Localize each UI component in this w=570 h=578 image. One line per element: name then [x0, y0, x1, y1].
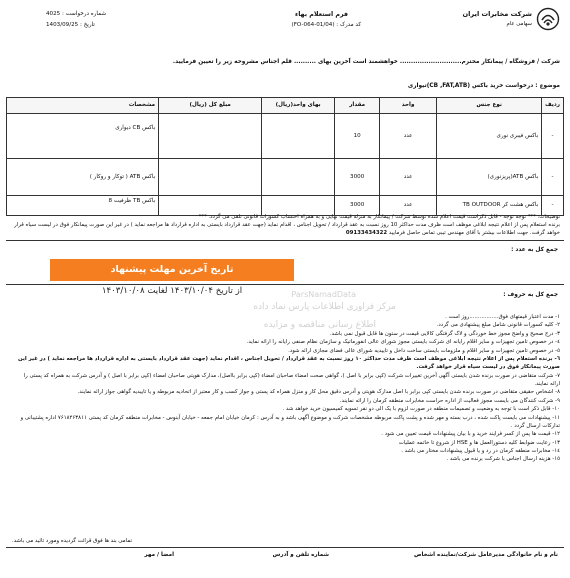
company-logo-icon — [536, 7, 560, 31]
item-quantity: 10 — [335, 114, 380, 159]
notes-text-2 — [12, 222, 560, 238]
condition-item: ١٠- قابل ذکر است با توجه به وضعیت و تصمیمات منطقه در صورت لزوم با یک الی دو نفر تسویه کمیسیون خرید خواهد شد . — [282, 406, 560, 413]
item-spec — [7, 114, 159, 159]
unit-price-cell[interactable] — [262, 114, 335, 159]
contact-phone: 09133434322 — [345, 229, 388, 236]
table-header-row — [7, 98, 564, 114]
col-header-row: ردیف — [542, 98, 564, 114]
deadline-dates: از تاریخ ۱۴۰۳/۱۰/۰۴ لغایت ۱۴۰۳/۱۰/۰۸ — [101, 286, 243, 296]
condition-item: ٦- برنده استعلام پس از اعلام نتیجه ابلاغی موظف است ظرف مدت حداکثر ١٠ روز نسبت به عقد قرارداد / تحویل اجناس ، اقدام نماید (جهت عقد قرارداد بایستی به اداره قرارداد ها مراجعه نماید ) در غیر این صورت پیمانکار فوق در لیست سیاه قرار خواهد گرفت. — [18, 355, 560, 371]
item-quantity: 3000 — [335, 196, 380, 216]
signature-footer — [6, 547, 564, 574]
row-number: - — [542, 196, 564, 216]
condition-item: ٤- در خصوص تامین تجهیزات و سایر اقلام رایانه ای شرکت بایستی مجوز شورای عالی انفورماتیک و سازمان نظام صنفی رایانه را ارائه نماید. — [246, 339, 560, 346]
sum-in-numbers: جمع کل به عدد : — [6, 240, 564, 258]
watermark-line-1: مرکز فراوری اطلاعات پارس نماد داده — [253, 302, 396, 312]
unit-price-cell[interactable] — [262, 159, 335, 196]
table-row — [7, 114, 564, 159]
row-number: - — [542, 159, 564, 196]
item-type: باکس ATB(پریزنوری) — [437, 159, 542, 196]
col-header-qty: مقدار — [335, 98, 380, 114]
item-spec-text: باکس TB ظرفیت 8 — [108, 198, 156, 204]
watermark-line-3: ParsNamadData — [291, 290, 356, 299]
col-header-unit: واحد — [380, 98, 437, 114]
table-row — [7, 159, 564, 196]
condition-item: ١٥- هزینه ارسال اجناس با شرکت برنده می باشد . — [446, 456, 560, 463]
form-header — [4, 2, 566, 44]
watermark-line-2: اطلاع رسانی مناقصه و مزایده — [263, 320, 376, 330]
items-table — [6, 97, 564, 216]
total-price-cell[interactable] — [159, 114, 262, 159]
sum-in-letters: جمع کل به حروف : — [6, 284, 564, 304]
form-title: فرم استعلام بهاء — [294, 11, 348, 18]
condition-item: ٧- شرکت متقاضی در صورت برنده شدن بایستی آگهی آخرین تغییرات شرکت (کپی برابر با اصل )، گواهی صحت امضاء صاحبان امضاء (کپی برابر بااصل)، مدارک هویتی صاحبان امضاء (کپی برابر با اصل ) و آدرس شرکت به همراه کد پستی را ارائه نمایند. — [23, 372, 560, 387]
col-header-total: مبلغ کل (ریال) — [159, 98, 262, 114]
condition-item: ٣- درج صحیح و واضح مجوز خط خوردگی و لاک گرفتگی کالایی قیمت در ستون ها قابل قبول نمی باشد. — [329, 330, 560, 337]
condition-item: ٢- کلیه کسورات قانونی شامل مبلغ پیشنهادی می گردد. — [436, 322, 560, 329]
col-header-type: نوع جنس — [437, 98, 542, 114]
deadline-banner: تاریخ آخرین مهلت پیشنهاد — [50, 259, 294, 281]
notes-block — [12, 214, 560, 237]
notes-text-2-body: برنده استعلام پس از اعلام نتیجه ابلاغی موظف است ظرف مدت حداکثر 10 روز نسبت به عقد قرارداد / تحویل اجناس ، اقدام نماید (جهت عقد قرارداد بایستی به اداره قرارداد ها مراجعه نماید ) در غیر این صورت پیمانکار فوق در لیست سیاه قرار خواهد گرفت. جهت اطلاعات بیشتر با آقای مهندس تیبی تماس حاصل فرمایید — [14, 221, 560, 236]
request-number: شماره درخواست : 4025 — [46, 11, 106, 17]
item-type: باکس فیبری نوری — [437, 114, 542, 159]
item-unit: عدد — [380, 114, 437, 159]
condition-item: ١١- پیشنهادات می بایست پاکت شده ، درب بسته و مهر شده و پشت پاکت مربوطه مشخصات شرکت و موضوع آگهی باشد و به آدرس : کرمان خیابان امام جمعه - خیابان آبنوس - مخابرات منطقه کرمان کد پستی ۷۶۱۸۴۶۳۸۱۱ اداره پشتیبانی و تدارکات ارسال گردد . — [20, 414, 560, 429]
item-unit: عدد — [380, 159, 437, 196]
notes-text-1: توضیحات: *** توجه توجه - قابل ذکراست قیمت اعلام شده توسط شرکت / پیمانکار به منزله قیمت نهایی و به همراه احتساب کسورات قانونی تلقی می گردد. *** — [198, 214, 560, 220]
table-row — [7, 196, 564, 216]
item-spec: باکس ATB ( توکار و روکار ) — [7, 159, 159, 196]
signature-stamp-label: امضا / مهر — [144, 552, 174, 558]
item-type: باکس هشت کر TB OUTDOOR — [437, 196, 542, 216]
item-unit: عدد — [380, 196, 437, 216]
condition-item: ٥- در خصوص تامین تجهیزات و سایر اقلام و ملزومات بایستی ساخت داخل و تاییدیه شورای عالی فضای مجازی ارائه شود. — [288, 347, 560, 354]
subject-line: موضوع : درخواست خرید باکس (CB ,FAT,ATB)تیواری — [407, 83, 560, 89]
col-header-unit-price: بهای واحد(ریال) — [262, 98, 335, 114]
form-code: کد مدرک : (FO-064-01/04) — [291, 22, 361, 28]
addressee-line: شرکت / فروشگاه / پیمانکار محترم............................ خواهشمند است آخرین بهای .......... قلم اجناس مشروحه زیر را تعیین فرمایید. — [172, 59, 560, 65]
col-header-spec: مشخصات — [7, 98, 159, 114]
item-spec — [7, 196, 159, 216]
phone-address-label: شماره تلفن و آدرس — [272, 552, 329, 558]
condition-item: ٨- اشخاص حقیقی متقاضی در صورت برنده شدن بایستی کپی برابر با اصل مدارک هویتی و آدرس دقیق محل کار و منزل همراه کد پستی و جواز کسب و کار معتبر از اتحادیه مربوطه و یا تاییدیه گواهی جواز ارائه نمایند. — [77, 389, 560, 396]
inquiry-form — [4, 2, 566, 574]
item-spec-text: باکس CB دیواری — [115, 124, 156, 131]
unit-price-cell[interactable] — [262, 196, 335, 216]
condition-item: ١٢- قیمت ها پس از کسر فرایند خرید و با بیان پیشنهادات قیمت تعیین می شود . — [381, 431, 560, 438]
row-number: - — [542, 114, 564, 159]
company-name: شرکت مخابرات ایران — [462, 10, 532, 18]
signer-name-label: نام و نام خانوادگی مدیرعامل شرکت/نماینده اشخاص — [414, 552, 558, 558]
condition-item: ١٤- مخابرات منطقه کرمان در رد و یا قبول پیشنهادات مختار می باشد . — [401, 448, 560, 454]
request-date: تاریخ : 1403/09/25 — [46, 22, 95, 28]
condition-item: ١- مدت اعتبار قیمتهای فوق.................روز است . — [445, 314, 560, 320]
item-quantity: 3000 — [335, 159, 380, 196]
confirmation-note: تمامی بند ها فوق قرائت گردیده ومورد تائید می باشد. — [12, 538, 132, 544]
condition-item: ١٣- رعایت ضوابط کلیه دستورالعمل ها و HSE از شروع تا خاتمه عملیات — [398, 439, 560, 446]
total-price-cell[interactable] — [159, 196, 262, 216]
total-price-cell[interactable] — [159, 159, 262, 196]
conditions-list — [12, 313, 560, 464]
company-type: سهامی عام — [506, 21, 532, 27]
condition-item: ٩- شرکت کنندگان می بایست مجوز فعالیت از اداره حراست مخابرات منطقه کرمان را ارائه نمایند. — [339, 397, 560, 404]
